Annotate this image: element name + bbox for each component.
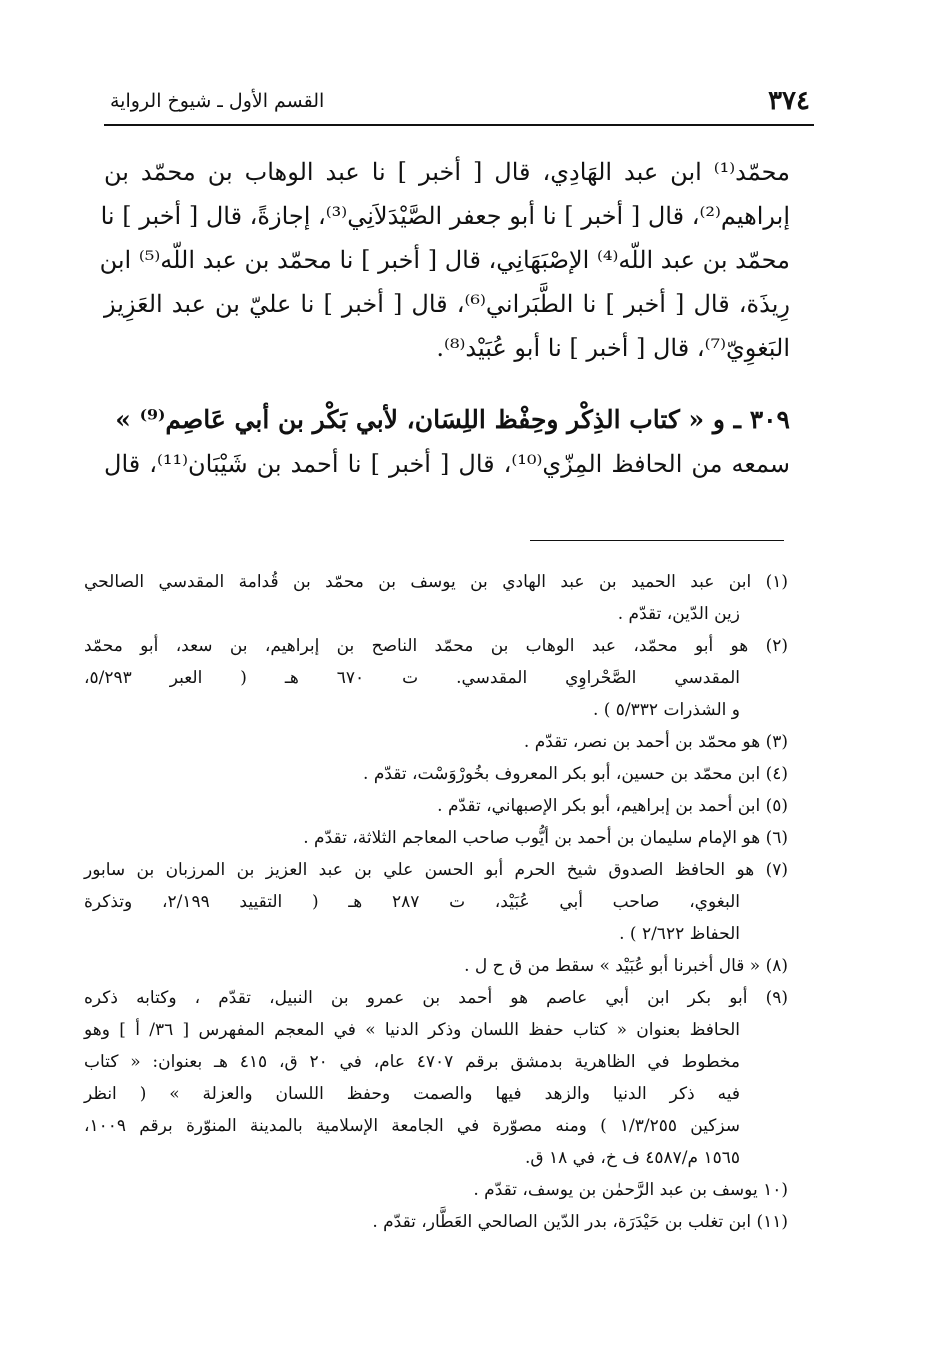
entry-continuation: سمعه من الحافظ المِزّي⁽¹⁰⁾، قال [ أخبر ] نا أحمد بن شَيْبَان⁽¹¹⁾، قال bbox=[104, 450, 790, 478]
body-line: رِيذَة، قال [ أخبر ] نا الطَّبَراني⁽⁶⁾، قال [ أخبر ] نا عليّ بن عبد العَزِيز bbox=[104, 290, 790, 318]
footnote-line: البغوي، صاحب أبي عُبَيْد، ت ٢٨٧ هـ ( التقييد ٢/١٩٩، وتذكرة bbox=[84, 892, 740, 912]
footnote-line: المقدسي الصَّحْراوِي المقدسي. ت ٦٧٠ هـ ( العبر ٥/٢٩٣، bbox=[84, 668, 740, 688]
footnote-line: (٣) هو محمّد بن أحمد بن نصر، تقدّم . bbox=[523, 732, 788, 752]
footnote-line: (١١) ابن تغلب بن حَيْدَرَة، بدر الدّين الصالحي العَطَّار، تقدّم . bbox=[372, 1212, 788, 1232]
footnote-line: فيه ذكر الدنيا والزهد فيها والصمت وحفظ اللسان والعزلة » ( انظر bbox=[84, 1084, 740, 1104]
header-rule bbox=[104, 124, 814, 126]
body-line: البَغوِيّ⁽⁷⁾، قال [ أخبر ] نا أبو عُبَيْد⁽⁸⁾. bbox=[436, 334, 790, 362]
footnote-line: الحفاظ ٢/٦٢٢ ) . bbox=[619, 924, 740, 944]
footnote-line: (٩) أبو بكر ابن أبي عاصم هو أحمد بن عمرو بن النبيل، تقدّم ، وكتابه ذكره bbox=[84, 988, 788, 1008]
footnote-line: زين الدّين، تقدّم . bbox=[617, 604, 740, 624]
footnote-line: (٥) ابن أحمد بن إبراهيم، أبو بكر الإصبهاني، تقدّم . bbox=[437, 796, 788, 816]
main-text bbox=[99, 150, 790, 486]
footnotes bbox=[84, 566, 788, 1238]
footnote-line: (١٠ يوسف بن عبد الرَّحمٰن بن يوسف، تقدّم . bbox=[473, 1180, 788, 1200]
body-line: إبراهيم⁽²⁾، قال [ أخبر ] نا أبو جعفر الصَّيْدَلاَنِي⁽³⁾، إجازةً، قال [ أخبر ] نا bbox=[100, 202, 790, 230]
page-number: ٣٧٤ bbox=[768, 86, 810, 116]
footnote-line: ١٥٦٥ م/٤٥٨٧ ف خ، في ١٨ ق. bbox=[525, 1148, 740, 1168]
body-line: محمّد بن عبد اللّه⁽⁴⁾ الإصْبَهَانِي، قال [ أخبر ] نا محمّد بن عبد اللّه⁽⁵⁾ ابن bbox=[99, 246, 790, 274]
page-header bbox=[110, 86, 810, 126]
footnote-line: (٦) هو الإمام سليمان بن أحمد بن أيُّوب صاحب المعاجم الثلاثة، تقدّم . bbox=[303, 828, 788, 848]
footnote-line: (٨) « قال أخبرنا أبو عُبَيْد » سقط من ق ح ل . bbox=[464, 956, 788, 976]
footnote-line: و الشذرات ٥/٣٣٢ ) . bbox=[592, 700, 740, 720]
footnote-separator bbox=[530, 540, 784, 541]
footnote-line: (٧) هو الحافظ الصدوق شيخ الحرم أبو الحسن علي بن عبد العزيز بن المرزبان بن سابور bbox=[84, 860, 788, 880]
footnote-line: (٤) ابن محمّد بن حسين، أبو بكر المعروف بخُورْوَسْت، تقدّم . bbox=[363, 764, 788, 784]
footnote-line: سزكين ١/٣/٢٥٥ ) ومنه مصوّرة في الجامعة الإسلامية بالمدينة المنوّرة برقم ١٠٠٩، bbox=[84, 1116, 740, 1136]
body-line: محمّد⁽¹⁾ ابن عبد الهَادِي، قال [ أخبر ] نا عبد الوهاب بن محمّد بن bbox=[104, 158, 790, 186]
footnote-line: (١) ابن عبد الحميد بن عبد الهادي بن يوسف بن محمّد بن قُدامة المقدسي الصالحي bbox=[84, 572, 788, 592]
footnote-line: (٢) هو أبو محمّد، عبد الوهاب بن محمّد الناصح بن إبراهيم، بن سعد، أبو محمّد bbox=[84, 636, 788, 656]
running-title: القسم الأول ـ شيوخ الرواية bbox=[110, 90, 325, 112]
footnote-line: الحافظ بعنوان « كتاب حفظ اللسان وذكر الدنيا » في المعجم المفهرس [ ٣٦/ أ ] وهو bbox=[84, 1020, 740, 1040]
footnote-line: مخطوط في الظاهرية بدمشق برقم ٤٧٠٧ عام، في ٢٠ ق، ٤١٥ هـ بعنوان: « كتاب bbox=[84, 1052, 741, 1072]
entry-heading: ٣٠٩ ـ و « كتاب الذِكْر وحِفْظ اللِسَان، لأبي بَكْر بن أبي عَاصِم⁽⁹⁾ » bbox=[115, 405, 790, 434]
